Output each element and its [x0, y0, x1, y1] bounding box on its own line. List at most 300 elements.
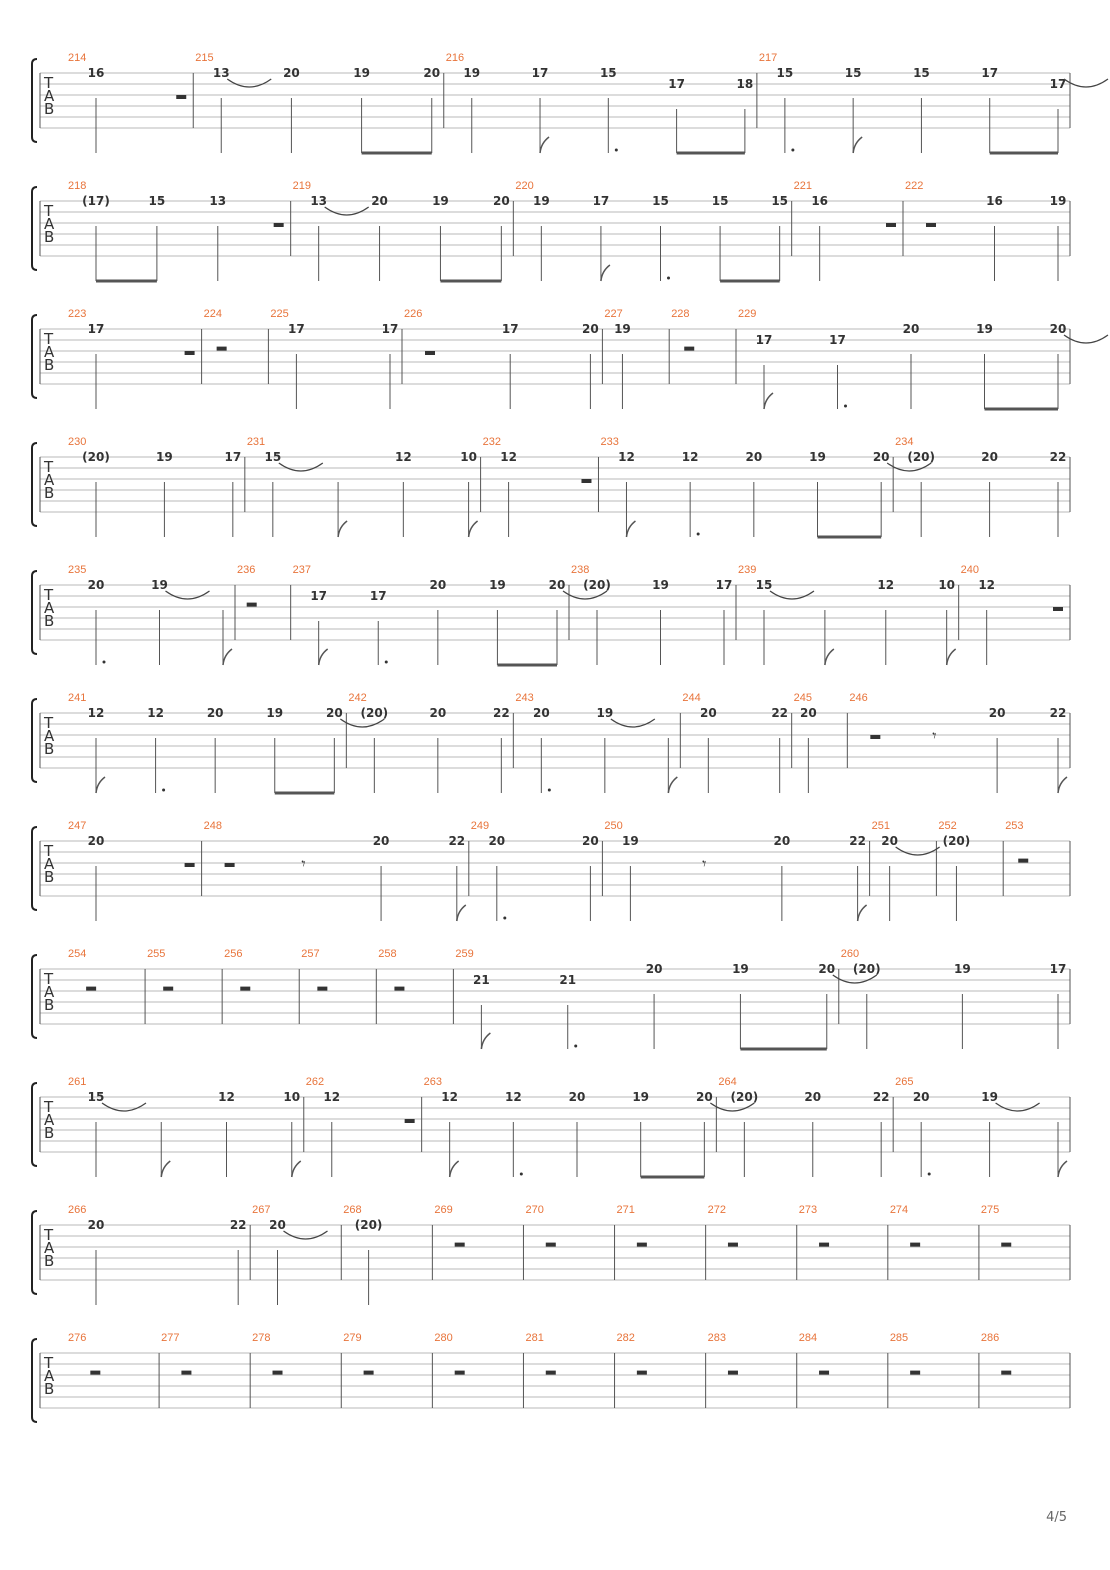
measure — [895, 1076, 1070, 1177]
tab-clef-letter: T — [44, 586, 54, 604]
measure-number: 235 — [68, 564, 87, 576]
measure-number: 250 — [604, 820, 623, 832]
fret-number: 19 — [622, 834, 639, 848]
fret-number: 12 — [147, 706, 164, 720]
fret-number: 20 — [981, 450, 998, 464]
fret-number: (20) — [360, 706, 389, 720]
fret-number: 19 — [353, 66, 370, 80]
system-bracket — [32, 315, 37, 398]
fret-number: 15 — [264, 450, 282, 464]
system-bracket — [32, 827, 37, 910]
whole-rest — [86, 987, 96, 991]
fret-number: 19 — [266, 706, 284, 720]
rhythm-dot — [385, 661, 388, 664]
fret-number: 15 — [599, 66, 617, 80]
rhythm-dot — [615, 149, 618, 152]
measure-number: 267 — [252, 1204, 271, 1216]
tab-clef-letter: A — [44, 1239, 55, 1257]
fret-number: 12 — [394, 450, 412, 464]
fret-number: 20 — [818, 962, 836, 976]
whole-rest — [240, 987, 250, 991]
measure-number: 276 — [68, 1332, 87, 1344]
rhythm-dot — [697, 533, 700, 536]
note-flag — [853, 137, 862, 153]
rhythm-dot — [503, 917, 506, 920]
fret-number: 20 — [372, 834, 390, 848]
tab-clef-letter: A — [44, 727, 55, 745]
fret-number: 12 — [87, 706, 105, 720]
measure-number: 240 — [960, 564, 980, 576]
measure-number: 251 — [871, 820, 890, 832]
fret-number: 19 — [632, 1090, 650, 1104]
system-bracket — [32, 1339, 37, 1422]
measure — [738, 308, 1108, 409]
measure — [938, 820, 1003, 921]
measure-number: 257 — [301, 948, 320, 960]
measure-number: 258 — [378, 948, 397, 960]
tab-clef-letter: B — [44, 228, 55, 246]
fret-number: 20 — [804, 1090, 822, 1104]
tab-system — [32, 52, 1108, 153]
whole-rest — [546, 1371, 556, 1375]
measure-number: 223 — [68, 308, 87, 320]
fret-number: 20 — [423, 66, 441, 80]
measure — [247, 436, 481, 537]
half-rest — [886, 223, 896, 227]
fret-number: (20) — [907, 450, 936, 464]
note-flag — [668, 777, 677, 793]
system-bracket — [32, 443, 37, 526]
measure — [446, 52, 757, 153]
tab-clef-letter: T — [44, 1354, 54, 1372]
fret-number: 17 — [755, 333, 773, 347]
system-bracket — [32, 571, 37, 654]
rhythm-dot — [928, 1173, 931, 1176]
tie-arc — [227, 79, 271, 87]
fret-number: 17 — [224, 450, 242, 464]
fret-number: 19 — [976, 322, 993, 336]
fret-number: 20 — [881, 834, 898, 848]
note-flag — [457, 905, 466, 921]
note-flag — [161, 1161, 170, 1177]
measure — [515, 692, 680, 793]
measure-number: 215 — [195, 52, 214, 64]
tie-arc — [770, 591, 814, 599]
tab-clef-letter: T — [44, 458, 54, 476]
whole-rest — [181, 1371, 191, 1375]
fret-number: 22 — [1049, 706, 1067, 720]
tab-clef-letter: A — [44, 87, 55, 105]
note-flag — [338, 521, 347, 537]
measure-number: 219 — [292, 180, 312, 192]
note-flag — [825, 649, 834, 665]
fret-number: 20 — [800, 706, 817, 720]
fret-number: 20 — [87, 578, 105, 592]
measure — [68, 692, 384, 793]
whole-rest — [819, 1371, 829, 1375]
measure-number: 218 — [68, 180, 87, 192]
fret-number: 15 — [913, 66, 930, 80]
fret-number: 12 — [218, 1090, 235, 1104]
tab-clef-letter: B — [44, 356, 55, 374]
fret-number: 20 — [87, 834, 105, 848]
fret-number: 19 — [652, 578, 669, 592]
tab-clef-letter: T — [44, 202, 54, 220]
note-flag — [319, 649, 328, 665]
fret-number: 12 — [323, 1090, 341, 1104]
measure-number: 261 — [68, 1076, 87, 1088]
measure — [604, 820, 869, 921]
fret-number: 22 — [771, 706, 789, 720]
fret-number: 17 — [1049, 962, 1067, 976]
measure — [68, 1076, 304, 1177]
tab-clef-letter: T — [44, 1226, 54, 1244]
measure-number: 265 — [895, 1076, 914, 1088]
whole-rest — [819, 1243, 829, 1247]
whole-rest — [217, 347, 227, 351]
tab-system — [32, 820, 1070, 921]
measure-number: 228 — [671, 308, 690, 320]
measure-number: 263 — [423, 1076, 443, 1088]
fret-number: 12 — [441, 1090, 458, 1104]
fret-number: 20 — [773, 834, 791, 848]
measure-number: 245 — [793, 692, 813, 704]
whole-rest — [1018, 859, 1028, 863]
fret-number: 13 — [212, 66, 230, 80]
measure — [252, 1204, 341, 1305]
measure-number: 238 — [571, 564, 590, 576]
tab-system — [32, 948, 1070, 1049]
measure — [738, 564, 959, 665]
tab-clef-letter: B — [44, 484, 55, 502]
fret-number: 16 — [811, 194, 829, 208]
fret-number: 17 — [531, 66, 549, 80]
fret-number: 20 — [488, 834, 506, 848]
measure-number: 259 — [455, 948, 474, 960]
fret-number: 12 — [500, 450, 517, 464]
fret-number: 20 — [206, 706, 224, 720]
fret-number: 16 — [986, 194, 1003, 208]
tab-clef-letter: A — [44, 599, 55, 617]
note-flag — [223, 649, 232, 665]
note-flag — [601, 265, 610, 281]
measure-number: 253 — [1005, 820, 1024, 832]
measure-number: 233 — [600, 436, 619, 448]
measure — [759, 52, 1108, 153]
rhythm-dot — [844, 405, 847, 408]
note-flag — [96, 777, 105, 793]
measure-number: 236 — [237, 564, 256, 576]
fret-number: 15 — [755, 578, 773, 592]
fret-number: 15 — [776, 66, 794, 80]
fret-number: 20 — [696, 1090, 713, 1104]
fret-number: (20) — [730, 1090, 759, 1104]
fret-number: 20 — [429, 706, 447, 720]
tab-clef-letter: T — [44, 970, 54, 988]
fret-number: 15 — [711, 194, 729, 208]
note-flag — [292, 1161, 301, 1177]
measure — [794, 180, 903, 281]
fret-number: (20) — [354, 1218, 383, 1232]
measure-number: 254 — [68, 948, 87, 960]
fret-number: 20 — [902, 322, 920, 336]
fret-number: 15 — [148, 194, 166, 208]
measure — [841, 948, 1070, 1049]
note-flag — [481, 1033, 490, 1049]
fret-number: 22 — [448, 834, 466, 848]
measure — [424, 1076, 755, 1177]
fret-number: (20) — [852, 962, 881, 976]
note-flag — [626, 521, 635, 537]
measure-number: 225 — [270, 308, 289, 320]
half-rest — [581, 479, 591, 483]
measure-number: 264 — [718, 1076, 737, 1088]
tab-system — [32, 692, 1070, 793]
measure — [895, 436, 1070, 537]
measure-number: 252 — [938, 820, 957, 832]
fret-number: 19 — [489, 578, 506, 592]
fret-number: 20 — [371, 194, 388, 208]
measure-number: 279 — [343, 1332, 362, 1344]
tab-clef-letter: A — [44, 983, 55, 1001]
half-rest — [225, 863, 235, 867]
half-rest — [1053, 607, 1063, 611]
measure-number: 241 — [68, 692, 87, 704]
note-flag — [858, 905, 867, 921]
tie-arc — [996, 1103, 1040, 1111]
measure-number: 262 — [305, 1076, 325, 1088]
measure — [348, 692, 513, 793]
half-rest — [425, 351, 435, 355]
fret-number: 17 — [501, 322, 519, 336]
fret-number: 20 — [699, 706, 717, 720]
measure-number: 256 — [224, 948, 243, 960]
fret-number: 22 — [872, 1090, 890, 1104]
measure-number: 220 — [515, 180, 534, 192]
system-bracket — [32, 187, 37, 270]
fret-number: 20 — [548, 578, 566, 592]
fret-number: 12 — [618, 450, 635, 464]
fret-number: 19 — [981, 1090, 998, 1104]
page-number: 4/5 — [1046, 1510, 1067, 1525]
whole-rest — [455, 1371, 465, 1375]
rhythm-dot — [103, 661, 106, 664]
tab-clef-letter: B — [44, 1380, 55, 1398]
measure — [872, 820, 940, 921]
measure — [849, 692, 1070, 793]
tab-system — [32, 1204, 1070, 1305]
tie-arc — [1064, 79, 1108, 87]
measure — [68, 52, 193, 153]
half-rest — [185, 351, 195, 355]
rhythm-dot — [791, 149, 794, 152]
fret-number: 17 — [981, 66, 999, 80]
rhythm-dot — [667, 277, 670, 280]
measure-number: 237 — [292, 564, 312, 576]
fret-number: 20 — [532, 706, 550, 720]
measure — [204, 820, 469, 921]
tab-clef-letter: T — [44, 1098, 54, 1116]
note-flag — [1058, 777, 1067, 793]
fret-number: 12 — [877, 578, 895, 592]
measure-number: 281 — [525, 1332, 544, 1344]
half-rest — [405, 1119, 415, 1123]
tab-clef-letter: A — [44, 1367, 55, 1385]
measure-number: 278 — [252, 1332, 271, 1344]
whole-rest — [317, 987, 327, 991]
tie-arc — [896, 847, 940, 855]
measure — [600, 436, 931, 537]
fret-number: 19 — [463, 66, 481, 80]
fret-number: 19 — [432, 194, 449, 208]
whole-rest — [910, 1243, 920, 1247]
measure-number: 224 — [203, 308, 222, 320]
measure-number: 230 — [68, 436, 87, 448]
measure-number: 234 — [895, 436, 914, 448]
measure — [404, 308, 602, 409]
measure — [718, 1076, 893, 1177]
fret-number: 17 — [829, 333, 846, 347]
half-rest — [926, 223, 936, 227]
measure-number: 232 — [482, 436, 501, 448]
measure-number: 268 — [343, 1204, 362, 1216]
fret-number: 17 — [381, 322, 399, 336]
note-flag — [540, 137, 549, 153]
fret-number: 22 — [229, 1218, 247, 1232]
eighth-rest: 𝄾 — [932, 726, 937, 745]
fret-number: (20) — [82, 450, 110, 464]
fret-number: 18 — [736, 77, 754, 91]
tab-clef-letter: T — [44, 330, 54, 348]
fret-number: 19 — [156, 450, 173, 464]
tie-arc — [102, 1103, 146, 1111]
measure-number: 231 — [246, 436, 266, 448]
note-flag — [947, 649, 956, 665]
rhythm-dot — [162, 789, 165, 792]
measure — [306, 1076, 422, 1177]
measure — [343, 1204, 432, 1305]
tab-clef-letter: B — [44, 100, 55, 118]
whole-rest — [546, 1243, 556, 1247]
measure — [68, 436, 245, 537]
fret-number: 15 — [87, 1090, 105, 1104]
measure-number: 243 — [515, 692, 534, 704]
tie-arc — [325, 207, 369, 215]
fret-number: 22 — [492, 706, 510, 720]
system-bracket — [32, 59, 37, 142]
note-flag — [469, 521, 478, 537]
measure-number: 286 — [980, 1332, 1000, 1344]
tie-arc — [563, 591, 607, 599]
whole-rest — [1001, 1243, 1011, 1247]
fret-number: 17 — [1049, 77, 1067, 91]
half-rest — [274, 223, 284, 227]
measure — [68, 820, 202, 921]
fret-number: 20 — [582, 834, 599, 848]
measure-number: 226 — [404, 308, 423, 320]
measure — [794, 692, 848, 793]
whole-rest — [273, 1371, 283, 1375]
measure-number: 283 — [707, 1332, 726, 1344]
measure-number: 249 — [470, 820, 490, 832]
whole-rest — [247, 603, 257, 607]
measure-number: 246 — [849, 692, 868, 704]
tab-clef-letter: A — [44, 1111, 55, 1129]
fret-number: 17 — [715, 578, 733, 592]
fret-number: 20 — [1049, 322, 1067, 336]
measure-number: 275 — [980, 1204, 1000, 1216]
fret-number: 20 — [645, 962, 663, 976]
measure-number: 247 — [68, 820, 87, 832]
tie-arc — [887, 463, 931, 471]
fret-number: 21 — [559, 973, 577, 987]
fret-number: 10 — [283, 1090, 301, 1104]
tab-clef-letter: B — [44, 868, 55, 886]
fret-number: 20 — [325, 706, 343, 720]
half-rest — [185, 863, 195, 867]
tie-arc — [340, 719, 384, 727]
fret-number: 12 — [504, 1090, 522, 1104]
measure — [471, 820, 603, 921]
measure-number: 266 — [68, 1204, 87, 1216]
fret-number: 17 — [369, 589, 387, 603]
measure-number: 242 — [348, 692, 367, 704]
measure-number: 239 — [738, 564, 757, 576]
fret-number: 22 — [849, 834, 866, 848]
fret-number: 15 — [844, 66, 862, 80]
measure-number: 216 — [445, 52, 465, 64]
whole-rest — [364, 1371, 374, 1375]
fret-number: 20 — [912, 1090, 930, 1104]
measure — [483, 436, 599, 537]
measure-number: 214 — [68, 52, 87, 64]
tab-clef-letter: B — [44, 1124, 55, 1142]
measure-number: 273 — [798, 1204, 818, 1216]
system-bracket — [32, 1083, 37, 1166]
tab-clef-letter: A — [44, 343, 55, 361]
measure — [455, 948, 876, 1049]
tab-clef-letter: A — [44, 471, 55, 489]
whole-rest — [90, 1371, 100, 1375]
fret-number: 20 — [872, 450, 890, 464]
measure — [68, 1204, 250, 1305]
measure-number: 260 — [840, 948, 860, 960]
fret-number: 20 — [582, 322, 599, 336]
fret-number: 16 — [87, 66, 105, 80]
tab-clef-letter: A — [44, 855, 55, 873]
whole-rest — [637, 1243, 647, 1247]
fret-number: 13 — [310, 194, 328, 208]
tab-clef-letter: T — [44, 714, 54, 732]
measure-number: 229 — [738, 308, 757, 320]
fret-number: 19 — [1049, 194, 1067, 208]
measure — [293, 180, 514, 281]
measure — [905, 180, 1070, 281]
measure-number: 248 — [203, 820, 222, 832]
whole-rest — [910, 1371, 920, 1375]
measure-number: 274 — [889, 1204, 909, 1216]
measure — [604, 308, 669, 409]
measure-number: 222 — [905, 180, 924, 192]
fret-number: 15 — [652, 194, 669, 208]
measure — [68, 180, 291, 281]
measure-number: 255 — [147, 948, 166, 960]
system-bracket — [32, 1211, 37, 1294]
measure-number: 280 — [434, 1332, 453, 1344]
half-rest — [176, 95, 186, 99]
tab-clef-letter: T — [44, 74, 54, 92]
rhythm-dot — [574, 1045, 577, 1048]
